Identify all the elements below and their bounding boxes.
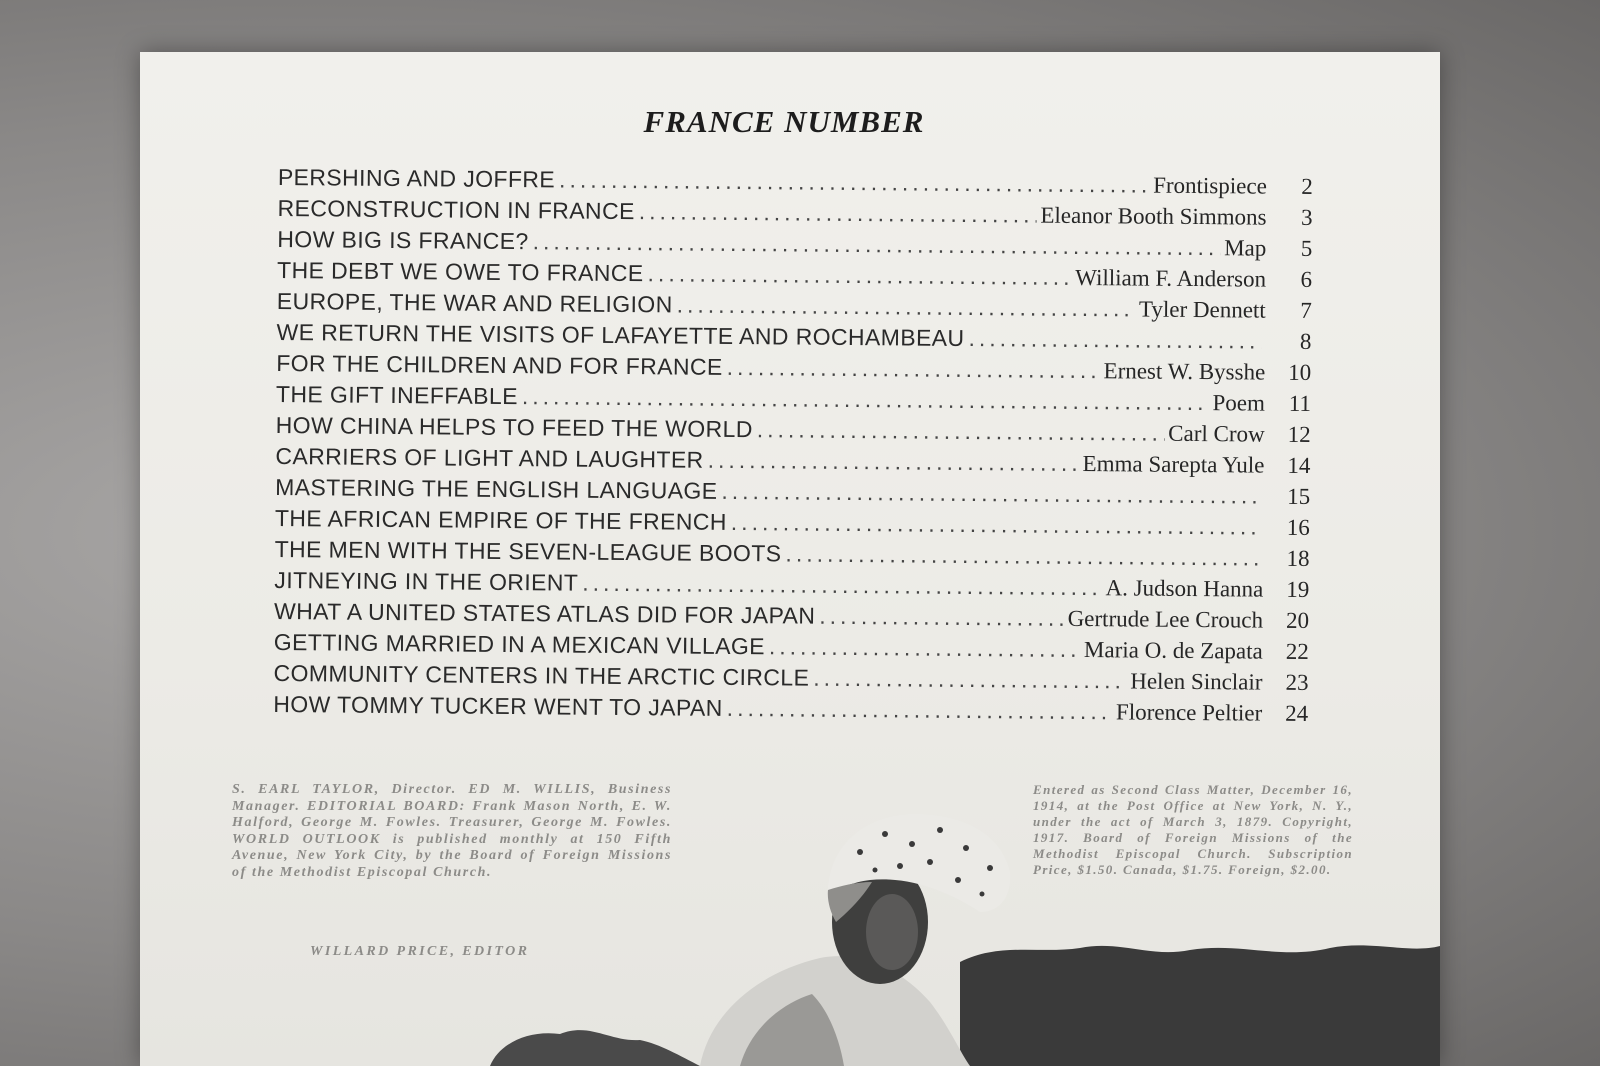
- toc-entry-author: A. Judson Hanna: [1105, 575, 1264, 602]
- toc-entry-title: MASTERING THE ENGLISH LANGUAGE: [275, 473, 718, 504]
- toc-entry-title: WE RETURN THE VISITS OF LAFAYETTE AND ROCHAMBEAU: [276, 318, 965, 351]
- toc-entry-leader-dots: [968, 325, 1261, 355]
- toc-entry-author: Eleanor Booth Simmons: [1040, 202, 1267, 230]
- toc-entry-page-number: 12: [1287, 421, 1311, 448]
- toc-entry-leader-dots: [639, 198, 1037, 228]
- toc-entry-page-number: 20: [1285, 607, 1310, 634]
- photo-woman-in-headscarf: [140, 772, 1440, 1066]
- toc-entry-author: Ernest W. Bysshe: [1103, 358, 1266, 385]
- toc-entry-author: Maria O. de Zapata: [1083, 637, 1263, 664]
- toc-entry-author: Carl Crow: [1168, 420, 1265, 447]
- toc-entry-leader-dots: [677, 291, 1136, 322]
- masthead-credits: S. EARL TAYLOR, Director. ED M. WILLIS, Business Manager. EDITORIAL BOARD: Frank Mason North, E. W. Halford, George M. Fowles. Treasurer, George M. Fowles. WORLD OUTLOOK is published monthly at 150 Fifth Avenue, New York City, by the Board of Foreign Missions of the Methodist Episcopal Church.: [232, 782, 672, 880]
- toc-entry-author: William F. Anderson: [1075, 264, 1267, 292]
- photo-foliage-left: [490, 1030, 700, 1066]
- toc-entry-page-number: 11: [1288, 390, 1312, 417]
- toc-entry-leader-dots: [727, 695, 1112, 725]
- toc-entry-page-number: 23: [1285, 669, 1309, 696]
- photo-treeline: [960, 945, 1440, 1066]
- toc-entry-page-number: 19: [1286, 576, 1310, 603]
- toc-entry-author: Helen Sinclair: [1130, 668, 1263, 695]
- toc-entry-page-number: 3: [1300, 204, 1313, 231]
- toc-entry-leader-dots: [731, 509, 1260, 541]
- toc-entry-page-number: 24: [1285, 700, 1309, 727]
- toc-entry-page-number: 16: [1286, 514, 1310, 541]
- toc-entry-author: Map: [1224, 235, 1267, 261]
- toc-entry-title: THE GIFT INEFFABLE: [275, 380, 519, 410]
- toc-entry-leader-dots: [785, 540, 1259, 571]
- page-heading: FRANCE NUMBER: [643, 104, 925, 139]
- toc-entry-page-number: 10: [1288, 359, 1312, 386]
- toc-entry-leader-dots: [813, 665, 1126, 695]
- toc-entry-leader-dots: [708, 447, 1079, 477]
- toc-entry-title: THE MEN WITH THE SEVEN-LEAGUE BOOTS: [274, 535, 782, 567]
- toc-entry-page-number: 22: [1285, 638, 1309, 665]
- toc-entry-leader-dots: [721, 478, 1260, 510]
- toc-entry-leader-dots: [819, 603, 1064, 632]
- table-of-contents: [273, 164, 1313, 731]
- photo-figure-face-highlight: [866, 894, 918, 970]
- toc-entry-title: COMMUNITY CENTERS IN THE ARCTIC CIRCLE: [273, 659, 810, 691]
- toc-entry-title: EUROPE, THE WAR AND RELIGION: [276, 287, 673, 318]
- toc-entry-leader-dots: [522, 383, 1209, 416]
- toc-entry-title: FOR THE CHILDREN AND FOR FRANCE: [276, 349, 723, 380]
- toc-entry-page-number: 15: [1287, 483, 1311, 510]
- toc-entry-author: Poem: [1212, 390, 1266, 416]
- toc-entry-leader-dots: [647, 260, 1071, 291]
- toc-entry-title: HOW BIG IS FRANCE?: [277, 225, 529, 255]
- toc-entry-page-number: 2: [1301, 173, 1313, 200]
- toc-entry-title: THE AFRICAN EMPIRE OF THE FRENCH: [274, 504, 727, 535]
- toc-entry-title: PERSHING AND JOFFRE: [277, 164, 556, 193]
- toc-entry-author: Gertrude Lee Crouch: [1067, 605, 1264, 633]
- toc-entry-title: JITNEYING IN THE ORIENT: [274, 566, 579, 596]
- magazine-page: [140, 52, 1440, 1066]
- toc-entry-leader-dots: [727, 354, 1100, 384]
- toc-entry-author: Florence Peltier: [1115, 699, 1263, 726]
- toc-entry-leader-dots: [533, 228, 1221, 261]
- toc-entry-leader-dots: [582, 570, 1101, 602]
- toc-entry-leader-dots: [559, 166, 1149, 198]
- toc-entry-page-number: 7: [1300, 297, 1312, 324]
- toc-entry-title: WHAT A UNITED STATES ATLAS DID FOR JAPAN: [273, 597, 816, 629]
- toc-entry-page-number: 6: [1300, 266, 1313, 293]
- toc-entry-title: RECONSTRUCTION IN FRANCE: [277, 194, 635, 225]
- toc-entry-page-number: 14: [1287, 452, 1311, 479]
- toc-entry-page-number: 18: [1286, 545, 1310, 572]
- toc-entry-page-number: 5: [1300, 235, 1313, 262]
- toc-entry-page-number: 8: [1299, 328, 1312, 355]
- toc-entry-title: THE DEBT WE OWE TO FRANCE: [276, 256, 644, 287]
- toc-entry-title: CARRIERS OF LIGHT AND LAUGHTER: [275, 442, 704, 473]
- toc-entry-title: GETTING MARRIED IN A MEXICAN VILLAGE: [273, 628, 766, 660]
- toc-entry-author: Frontispiece: [1153, 172, 1267, 199]
- toc-entry-author: Tyler Dennett: [1138, 296, 1266, 323]
- toc-entry-leader-dots: [757, 416, 1165, 447]
- toc-entry-title: HOW TOMMY TUCKER WENT TO JAPAN: [273, 690, 723, 721]
- editor-credit: WILLARD PRICE, EDITOR: [310, 944, 530, 959]
- mailing-entry-note: Entered as Second Class Matter, December 16, 1914, at the Post Office at New York, N. Y., under the act of March 3, 1879. Copyright, 1917. Board of Foreign Missions of the Methodist Episcopal Church. Subscription Price, $1.50. Canada, $1.75. Foreign, $2.00.: [1033, 782, 1353, 877]
- toc-entry-leader-dots: [769, 633, 1080, 663]
- toc-entry-author: Emma Sarepta Yule: [1082, 451, 1265, 478]
- toc-entry-title: HOW CHINA HELPS TO FEED THE WORLD: [275, 411, 753, 443]
